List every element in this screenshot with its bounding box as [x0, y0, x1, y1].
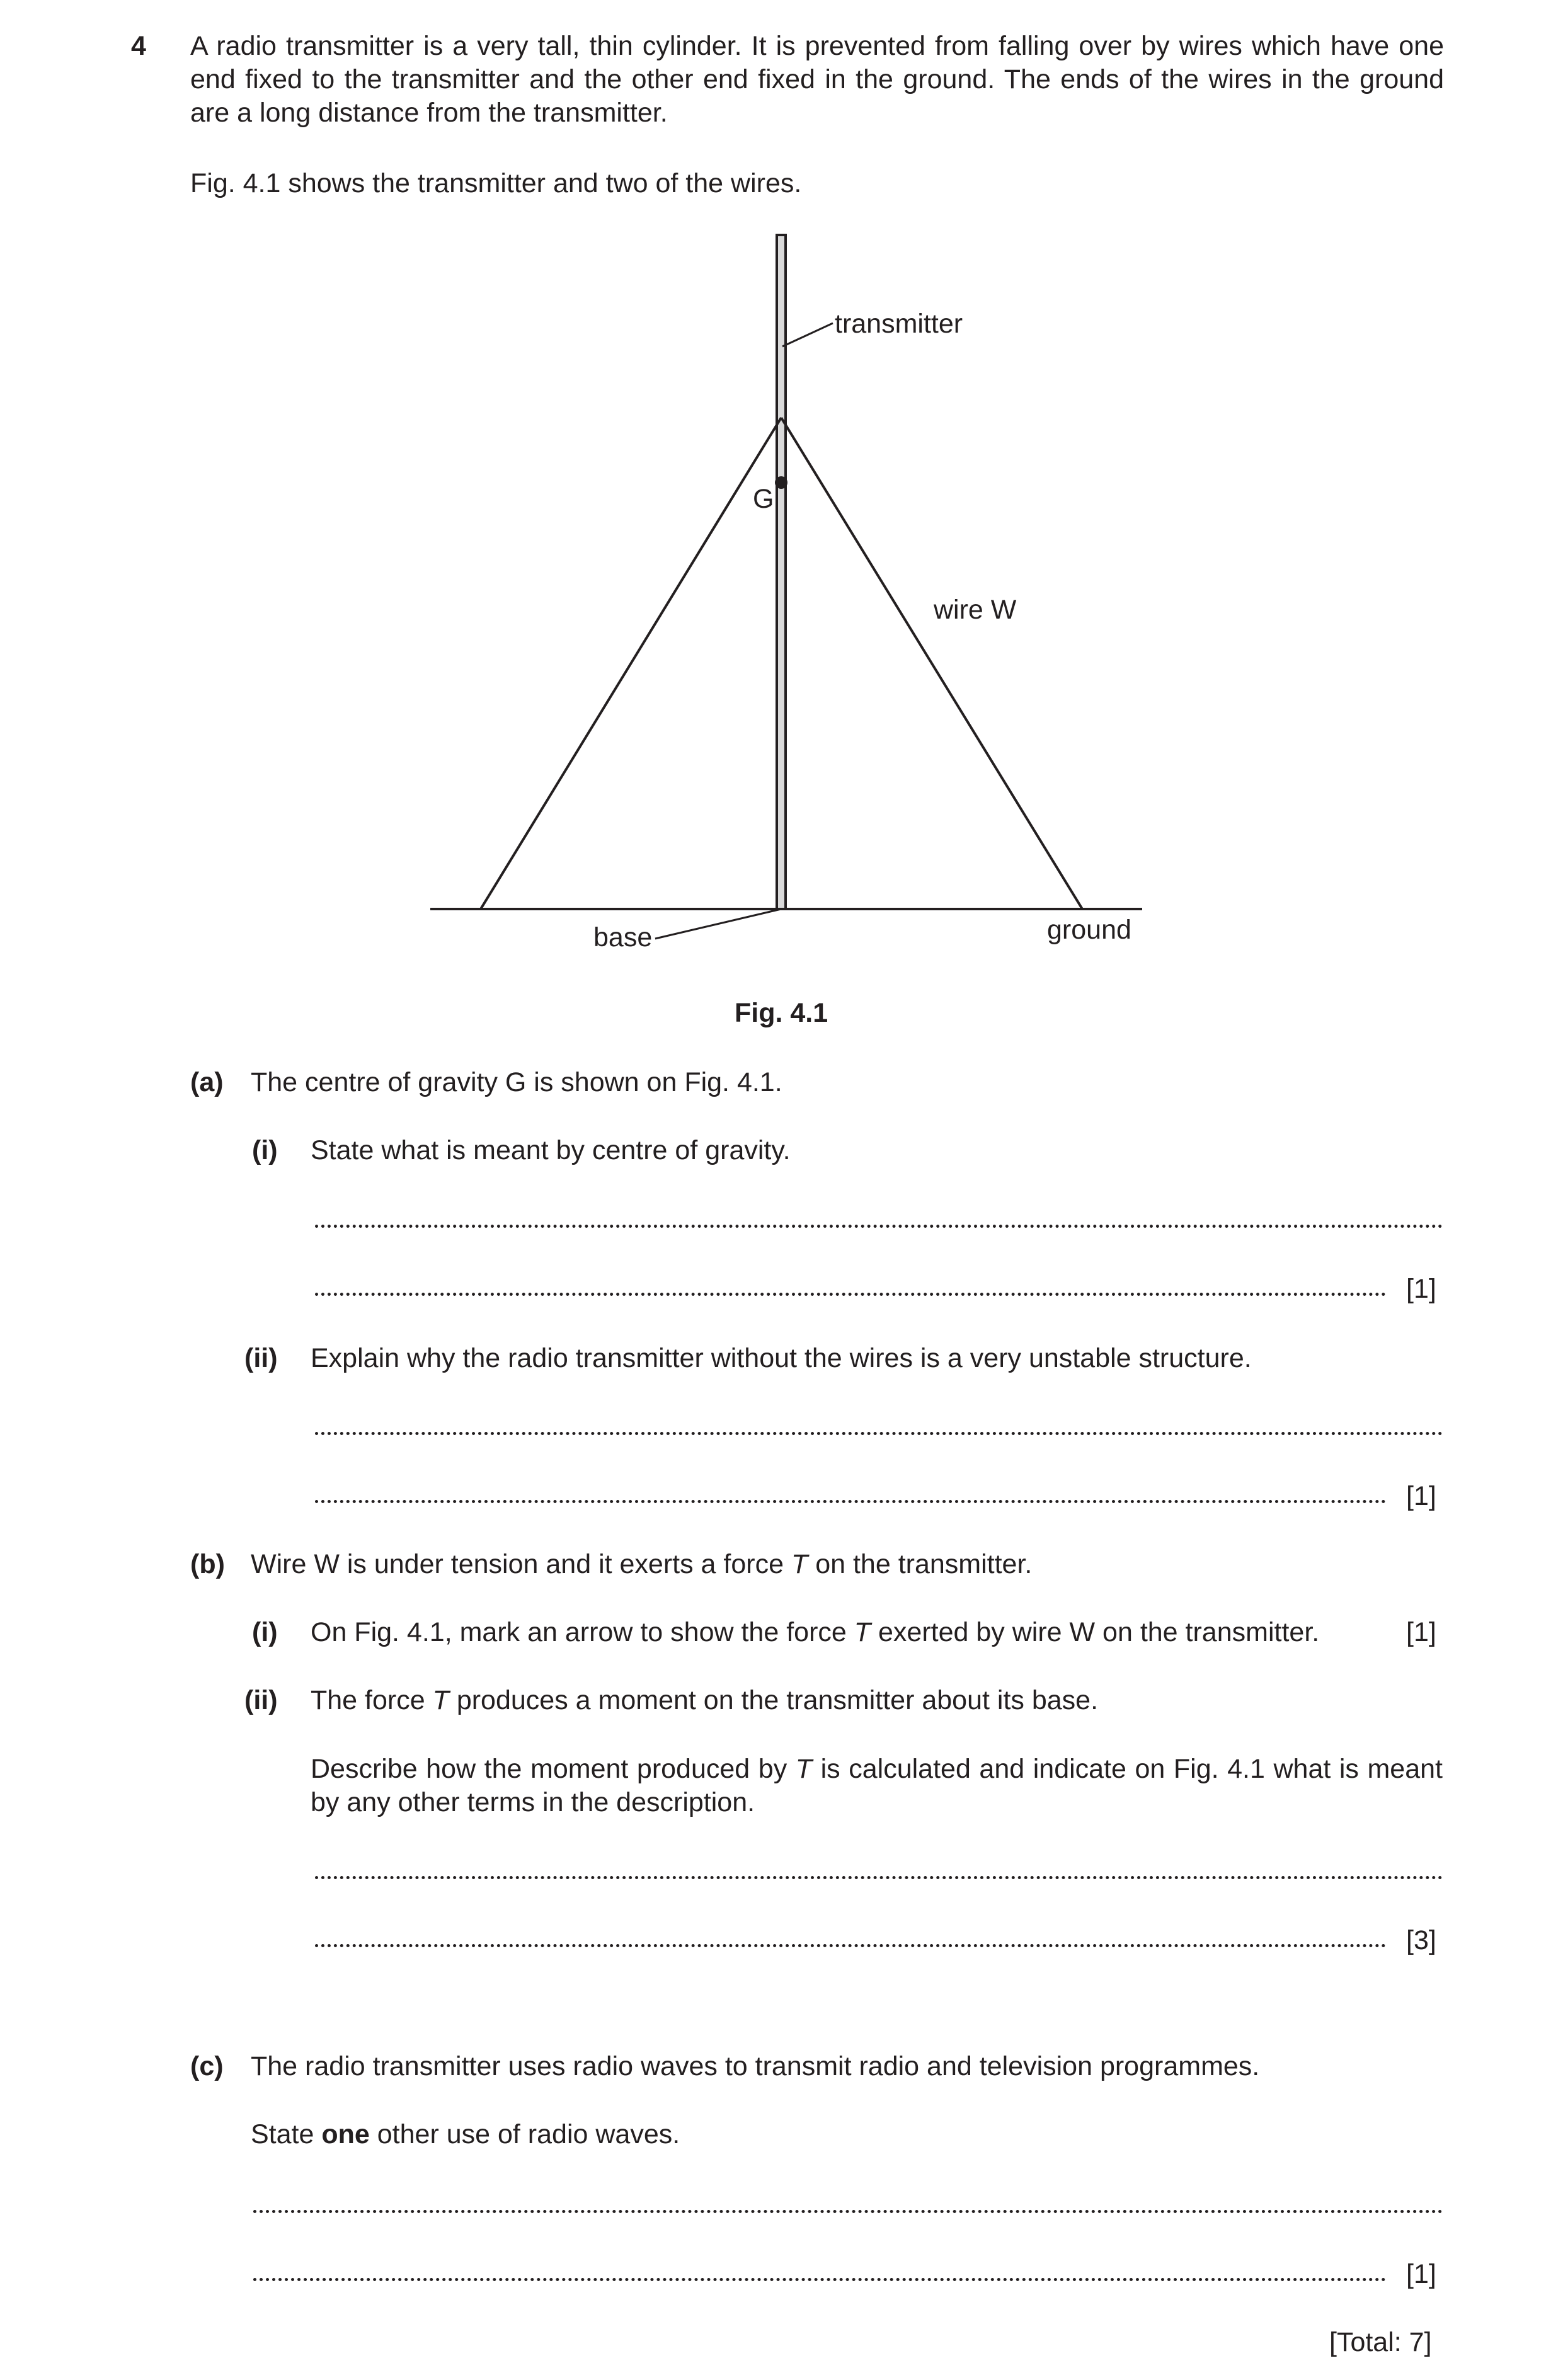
question-intro: A radio transmitter is a very tall, thin cylinder. It is prevented from falling over by wires which have one end fixed to the transmitter and the other end fixed in the ground. The ends of the wires in the ground are a long distance from the transmitter. [190, 31, 1444, 128]
var-t: T [854, 1617, 871, 1647]
part-b-ii-label: (ii) [244, 1685, 278, 1715]
marks-c: [1] [1406, 2259, 1436, 2289]
part-c-state-pre: State [251, 2119, 322, 2149]
var-t: T [795, 1754, 813, 1784]
part-a-label: (a) [190, 1067, 224, 1097]
part-a-i-text: State what is meant by centre of gravity. [311, 1135, 791, 1165]
part-b-ii-text-post: produces a moment on the transmitter about its base. [449, 1685, 1099, 1715]
wire-w [781, 418, 1082, 909]
part-b-i-text [311, 1616, 1319, 1649]
label-transmitter: transmitter [835, 309, 963, 339]
answer-line-b-ii-2[interactable] [315, 1944, 1386, 1947]
label-wire-w: wire W [934, 595, 1017, 625]
part-b-i-label: (i) [252, 1617, 278, 1647]
part-b-label: (b) [190, 1549, 225, 1579]
total-marks: [Total: 7] [1329, 2327, 1432, 2357]
part-c-state [251, 2118, 680, 2151]
answer-line-c-1[interactable] [253, 2210, 1443, 2213]
part-b-text-post: on the transmitter. [808, 1549, 1033, 1579]
base-leader-line [655, 909, 781, 939]
var-t: T [791, 1549, 808, 1579]
part-a-ii-label: (ii) [244, 1343, 278, 1373]
label-ground: ground [1047, 915, 1131, 945]
label-base: base [593, 922, 653, 953]
question-number: 4 [131, 31, 146, 61]
part-b-ii-desc-post: is calculated and indicate on Fig. 4.1 what is meant by any other terms in the description. [311, 1754, 1443, 1817]
part-b-ii-text-pre: The force [311, 1685, 433, 1715]
marks-a-i: [1] [1406, 1274, 1436, 1304]
answer-line-a-ii-1[interactable] [315, 1432, 1443, 1435]
part-b-i-text-pre: On Fig. 4.1, mark an arrow to show the force [311, 1617, 854, 1647]
part-c-label: (c) [190, 2051, 224, 2081]
transmitter-leader-line [782, 323, 833, 346]
answer-line-b-ii-1[interactable] [315, 1876, 1443, 1879]
part-b-i-text-post: exerted by wire W on the transmitter. [871, 1617, 1320, 1647]
transmitter-mast [777, 235, 786, 909]
part-a-text: The centre of gravity G is shown on Fig. 4.1. [251, 1067, 782, 1097]
part-b-text-pre: Wire W is under tension and it exerts a force [251, 1549, 791, 1579]
part-b-ii-desc-pre: Describe how the moment produced by [311, 1754, 796, 1784]
part-c-state-bold: one [321, 2119, 370, 2149]
marks-b-ii: [3] [1406, 1925, 1436, 1955]
label-g: G [753, 484, 774, 514]
answer-line-c-2[interactable] [253, 2278, 1386, 2281]
figure-4-1 [0, 0, 1563, 983]
part-a-ii-text: Explain why the radio transmitter without the wires is a very unstable structure. [311, 1343, 1252, 1373]
part-b-ii-description [311, 1753, 1443, 1819]
answer-line-a-ii-2[interactable] [315, 1500, 1386, 1503]
part-c-text: The radio transmitter uses radio waves to transmit radio and television programmes. [251, 2051, 1260, 2081]
figure-intro: Fig. 4.1 shows the transmitter and two of the wires. [190, 168, 802, 198]
left-wire [481, 418, 781, 909]
answer-line-a-i-1[interactable] [315, 1225, 1443, 1228]
answer-line-a-i-2[interactable] [315, 1293, 1386, 1296]
centre-of-gravity-dot [775, 476, 787, 489]
marks-a-ii: [1] [1406, 1481, 1436, 1511]
figure-caption: Fig. 4.1 [735, 998, 828, 1028]
part-b-text [251, 1548, 1032, 1581]
marks-b-i: [1] [1406, 1617, 1436, 1647]
part-c-state-post: other use of radio waves. [369, 2119, 680, 2149]
part-b-ii-text [311, 1684, 1098, 1717]
var-t: T [432, 1685, 449, 1715]
part-a-i-label: (i) [252, 1135, 278, 1165]
